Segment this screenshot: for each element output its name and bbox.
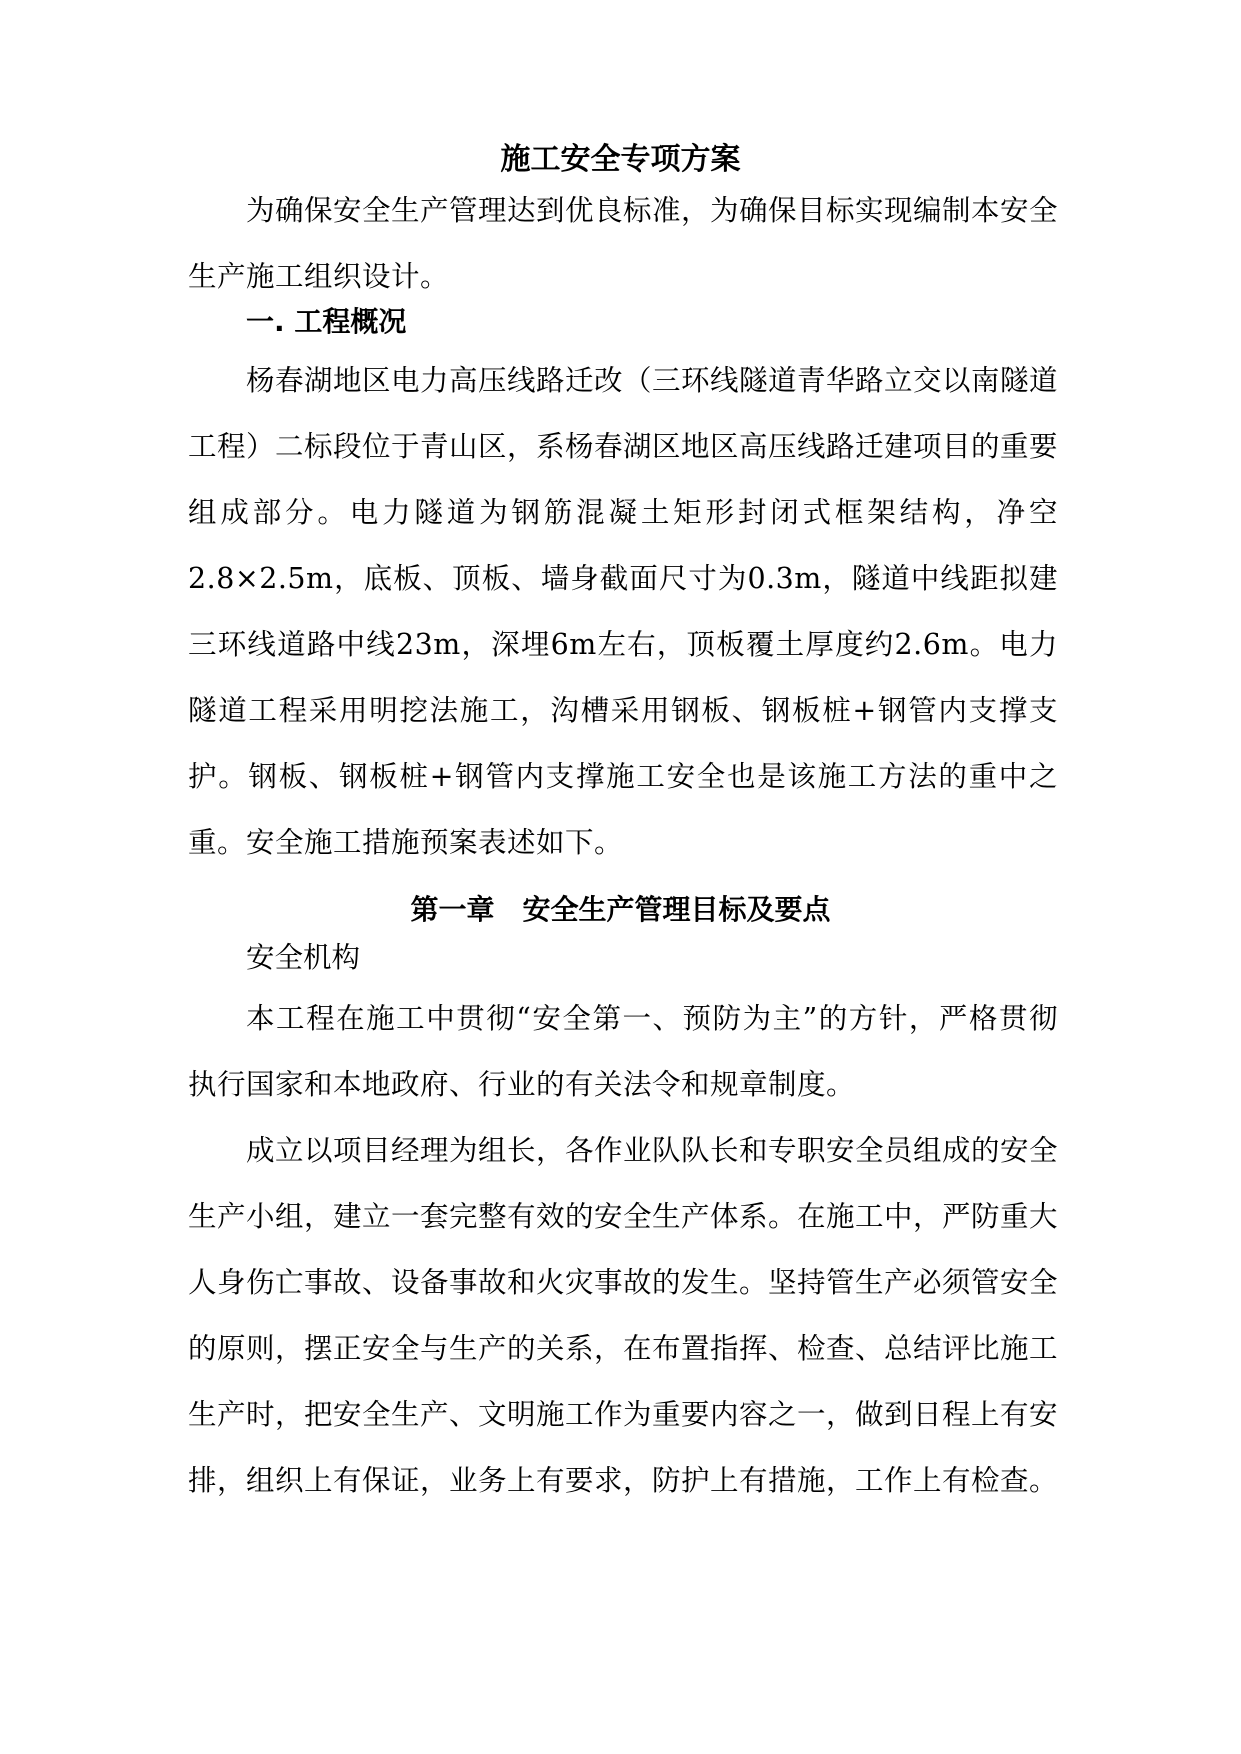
intro-paragraph: 为确保安全生产管理达到优良标准，为确保目标实现编制本安全生产施工组织设计。 xyxy=(188,194,1059,293)
document-title: 施工安全专项方案 xyxy=(500,142,741,177)
safety-policy-paragraph: 本工程在施工中贯彻“安全第一、预防为主”的方针，严格贯彻执行国家和本地政府、行业的有关法令和规章制度。 xyxy=(188,1002,1058,1101)
safety-team-paragraph: 成立以项目经理为组长，各作业队队长和专职安全员组成的安全生产小组，建立一套完整有效的安全生产体系。在施工中，严防重大人身伤亡事故、设备事故和火灾事故的发生。坚持管生产必须管安全的原则，摆正安全与生产的关系，在布置指挥、检查、总结评比施工生产时，把安全生产、文明施工作为重要内容之一，做到日程上有安排，组织上有保证，业务上有要求，防护上有措施，工作上有检查。 xyxy=(188,1134,1059,1497)
project-overview-paragraph: 杨春湖地区电力高压线路迁改（三环线隧道青华路立交以南隧道工程）二标段位于青山区，系杨春湖区地区高压线路迁建项目的重要组成部分。电力隧道为钢筋混凝土矩形封闭式框架结构，净空2.8×2.5m，底板、顶板、墙身截面尺寸为0.3m，隧道中线距拟建三环线道路中线23m，深埋6m左右，顶板覆土厚度约2.6m。电力隧道工程采用明挖法施工，沟槽采用钢板、钢板桩+钢管内支撑支护。钢板、钢板桩+钢管内支撑施工安全也是该施工方法的重中之重。安全施工措施预案表述如下。 xyxy=(188,364,1059,859)
chapter-title: 第一章 安全生产管理目标及要点 xyxy=(410,893,831,926)
subsection-label-safety-organization: 安全机构 xyxy=(246,941,361,974)
section-heading-project-overview: 一. 工程概况 xyxy=(246,305,407,338)
